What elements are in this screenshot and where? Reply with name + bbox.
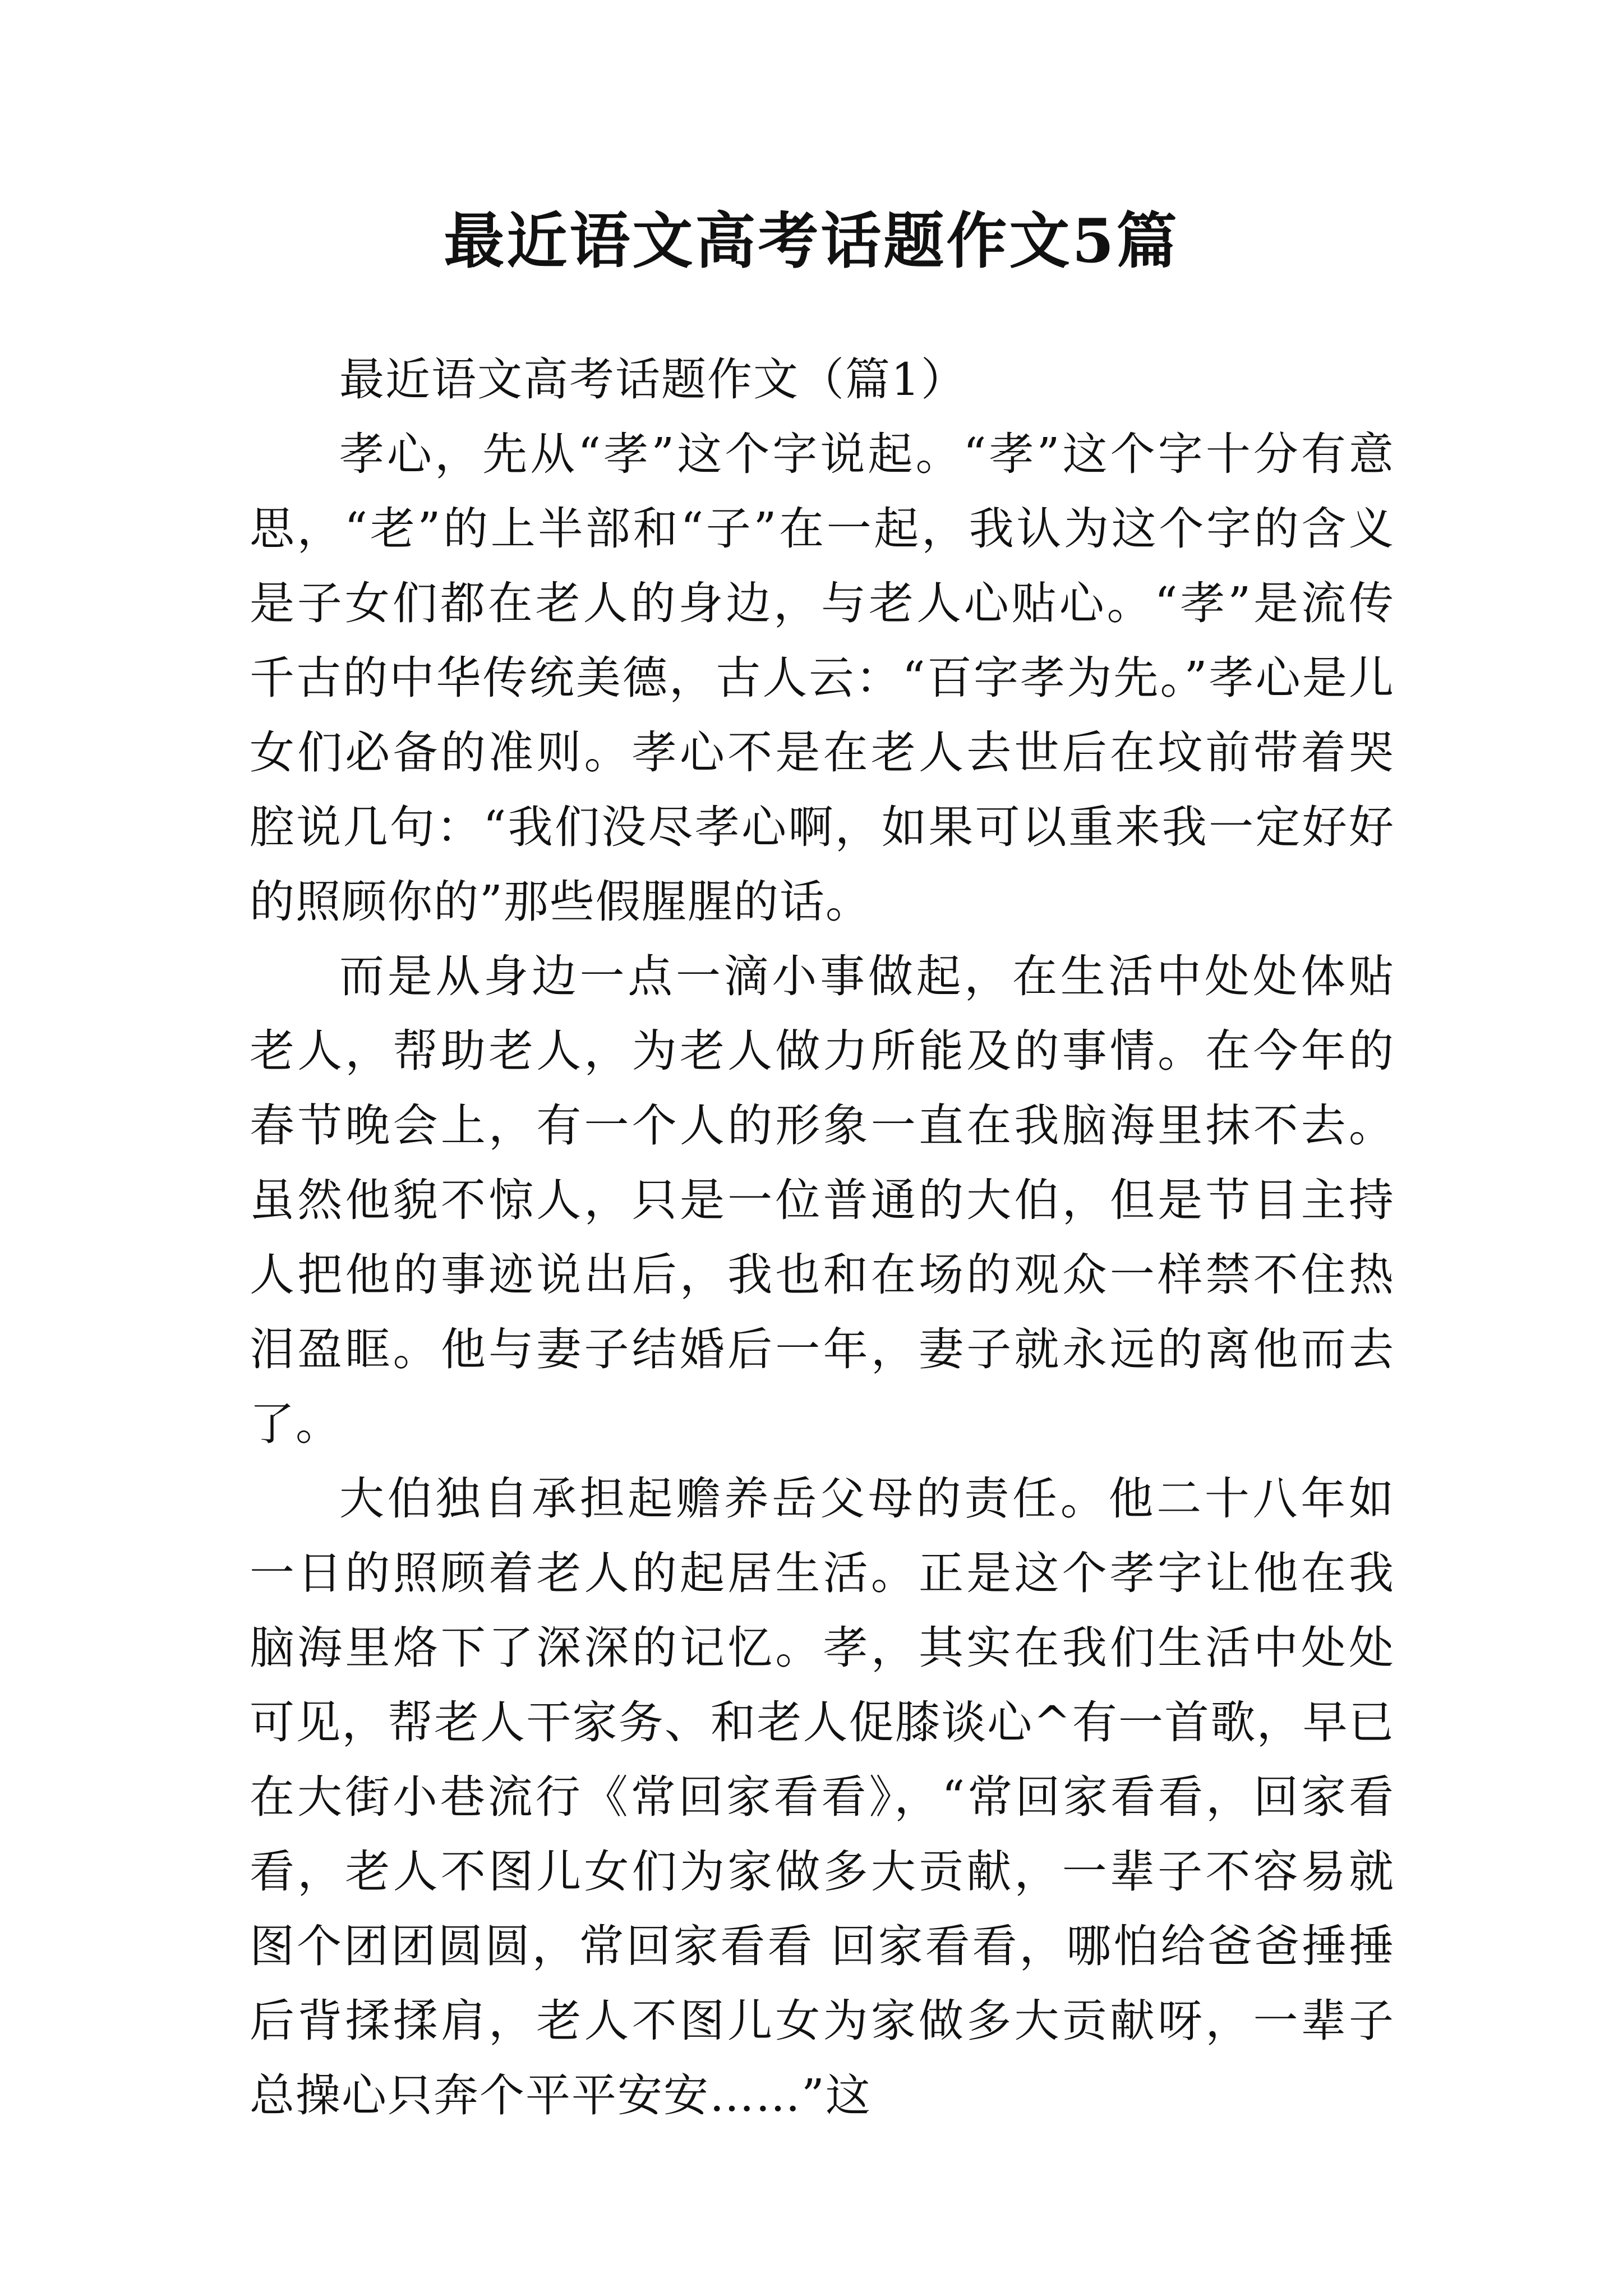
essay-heading: 最近语文高考话题作文（篇1） <box>339 353 967 406</box>
document-body <box>250 342 1395 2133</box>
paragraph-1: 孝心，先从“孝”这个字说起。“孝”这个字十分有意思，“老”的上半部和“子”在一起，我认为这个字的含义是子女们都在老人的身边，与老人心贴心。“孝”是流传千古的中华传统美德，古人云：“百字孝为先。”孝心是儿女们必备的准则。孝心不是在老人去世后在坟前带着哭腔说几句：“我们没尽孝心啊，如果可以重来我一定好好的照顾你的”那些假腥腥的话。 <box>250 428 1395 928</box>
document-title: 最近语文高考话题作文5篇 <box>444 206 1179 277</box>
paragraph-2: 而是从身边一点一滴小事做起，在生活中处处体贴老人，帮助老人，为老人做力所能及的事情。在今年的春节晚会上，有一个人的形象一直在我脑海里抹不去。虽然他貌不惊人，只是一位普通的大伯，但是节目主持人把他的事迹说出后，我也和在场的观众一样禁不住热泪盈眶。他与妻子结婚后一年，妻子就永远的离他而去了。 <box>250 950 1395 1450</box>
paragraph-3: 大伯独自承担起赡养岳父母的责任。他二十八年如一日的照顾着老人的起居生活。正是这个孝字让他在我脑海里烙下了深深的记忆。孝，其实在我们生活中处处可见，帮老人干家务、和老人促膝谈心^有一首歌，早已在大街小巷流行《常回家看看》，“常回家看看，回家看看，老人不图儿女们为家做多大贡献，一辈子不容易就图个团团圆圆，常回家看看 回家看看，哪怕给爸爸捶捶后背揉揉肩，老人不图儿女为家做多大贡献呀，一辈子总操心只奔个平平安安……”这 <box>250 1473 1395 2122</box>
